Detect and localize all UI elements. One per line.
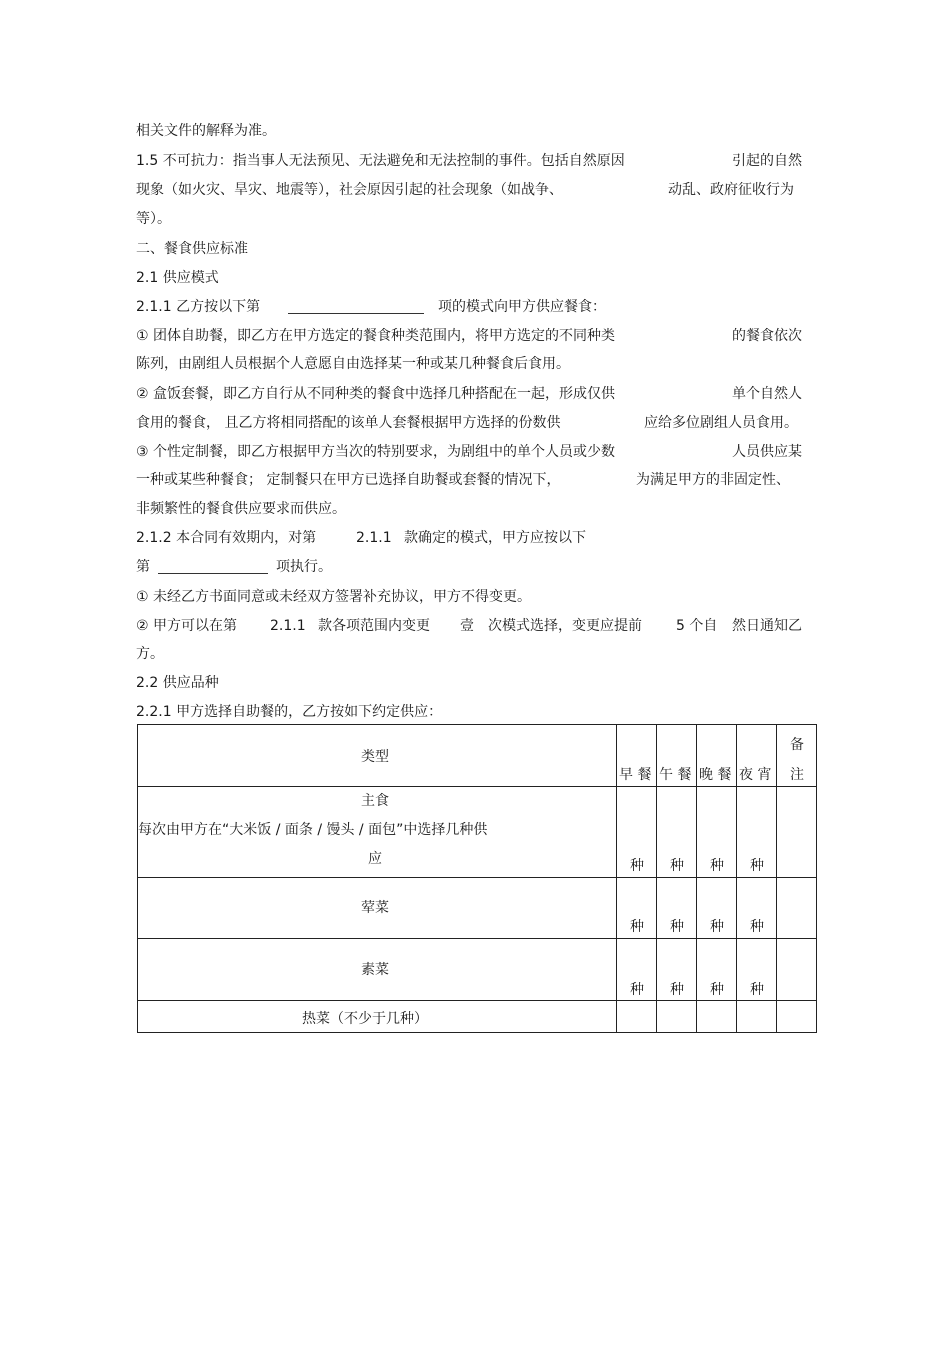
table-row-staple (138, 787, 817, 878)
meat-note-cell[interactable] (777, 878, 817, 939)
staple-dinner-cell[interactable]: 种 (697, 787, 737, 878)
blank-field[interactable] (158, 559, 268, 574)
header-breakfast-cell: 早 餐 (617, 725, 657, 787)
veg-breakfast-cell[interactable]: 种 (617, 939, 657, 1001)
table-row-meat (138, 878, 817, 939)
header-note-cell: 备 注 (777, 725, 817, 787)
table-row-vegetable (138, 939, 817, 1001)
hot-type-cell: 热菜（不少于几种） (138, 1001, 617, 1033)
meat-breakfast-cell[interactable]: 种 (617, 878, 657, 939)
hot-breakfast-cell[interactable] (617, 1001, 657, 1033)
hot-lunch-cell[interactable] (657, 1001, 697, 1033)
hot-supper-cell[interactable] (737, 1001, 777, 1033)
meat-type-cell: 荤菜 (138, 878, 617, 939)
staple-note-cell[interactable] (777, 787, 817, 878)
veg-type-cell: 素菜 (138, 939, 617, 1001)
veg-dinner-cell[interactable]: 种 (697, 939, 737, 1001)
hot-note-cell[interactable] (777, 1001, 817, 1033)
meat-supper-cell[interactable]: 种 (737, 878, 777, 939)
supply-table (137, 724, 817, 1033)
blank-field[interactable] (288, 299, 424, 314)
meat-lunch-cell[interactable]: 种 (657, 878, 697, 939)
table-row-hot-dish (138, 1001, 817, 1033)
staple-type-cell: 主食 每次由甲方在“大米饭 / 面条 / 馒头 / 面包”中选择几种供 应 (138, 787, 617, 878)
hot-dinner-cell[interactable] (697, 1001, 737, 1033)
veg-supper-cell[interactable]: 种 (737, 939, 777, 1001)
staple-supper-cell[interactable]: 种 (737, 787, 777, 878)
veg-note-cell[interactable] (777, 939, 817, 1001)
header-supper-cell: 夜 宵 (737, 725, 777, 787)
veg-lunch-cell[interactable]: 种 (657, 939, 697, 1001)
document-page: 相关文件的解释为准。 1.5 不可抗力：指当事人无法预见、无法避免和无法控制的事件。包括自然原因 引起的自然 现象（如火灾、旱灾、地震等），社会原因引起的社会现象（如战争、 动乱、政府征收行为 等）。 二、餐食供应标准 2.1 供应模式 2.1.1 乙方按以下第 项的模式向甲方供应餐食： ① 团体自助餐，即乙方在甲方选定的餐食种类范围内，将甲方选定的不同种类 的餐食依次 陈列，由剧组人员根据个人意愿自由选择某一种或某几种餐食后食用。 ② 盒饭套餐，即乙方自行从不同种类的餐食中选择几种搭配在一起，形成仅供 单个自然人 食用的餐食， 且乙方将相同搭配的该单人套餐根据甲方选择的份数供 应给多位剧组人员食用。 ③ 个性定制餐，即乙方根据甲方当次的特别要求，为剧组中的单个人员或少数 人员供应某 一种或某些种餐食； 定制餐只在甲方已选择自助餐或套餐的情况下， 为满足甲方的非固定性、 非频繁性的餐食供应要求而供应。 2.1.2 本合同有效期内，对第 2.1.1 款确定的模式，甲方应按以下 第 项执行。 ① 未经乙方书面同意或未经双方签署补充协议，甲方不得变更。 ② 甲方可以在第 2.1.1 款各项范围内变更 壹 次模式选择，变更应提前 5 个自 然日通知乙 方。 2.2 供应品种 2.2.1 甲方选择自助餐的，乙方按如下约定供应： 类型 早 餐 午 餐 晚 餐 夜 宵 备 注 主食 每次由甲方在“大米饭 / 面条 / 馒头 / 面包”中选择几种供 应 种 种 种 种 荤菜 种 种 种 种 素菜 种 种 种 种 热菜（不少于几种） (0, 0, 950, 1345)
table-header-row (138, 725, 817, 787)
header-dinner-cell: 晚 餐 (697, 725, 737, 787)
staple-breakfast-cell[interactable]: 种 (617, 787, 657, 878)
meat-dinner-cell[interactable]: 种 (697, 878, 737, 939)
staple-lunch-cell[interactable]: 种 (657, 787, 697, 878)
header-type-cell: 类型 (138, 725, 617, 787)
header-lunch-cell: 午 餐 (657, 725, 697, 787)
